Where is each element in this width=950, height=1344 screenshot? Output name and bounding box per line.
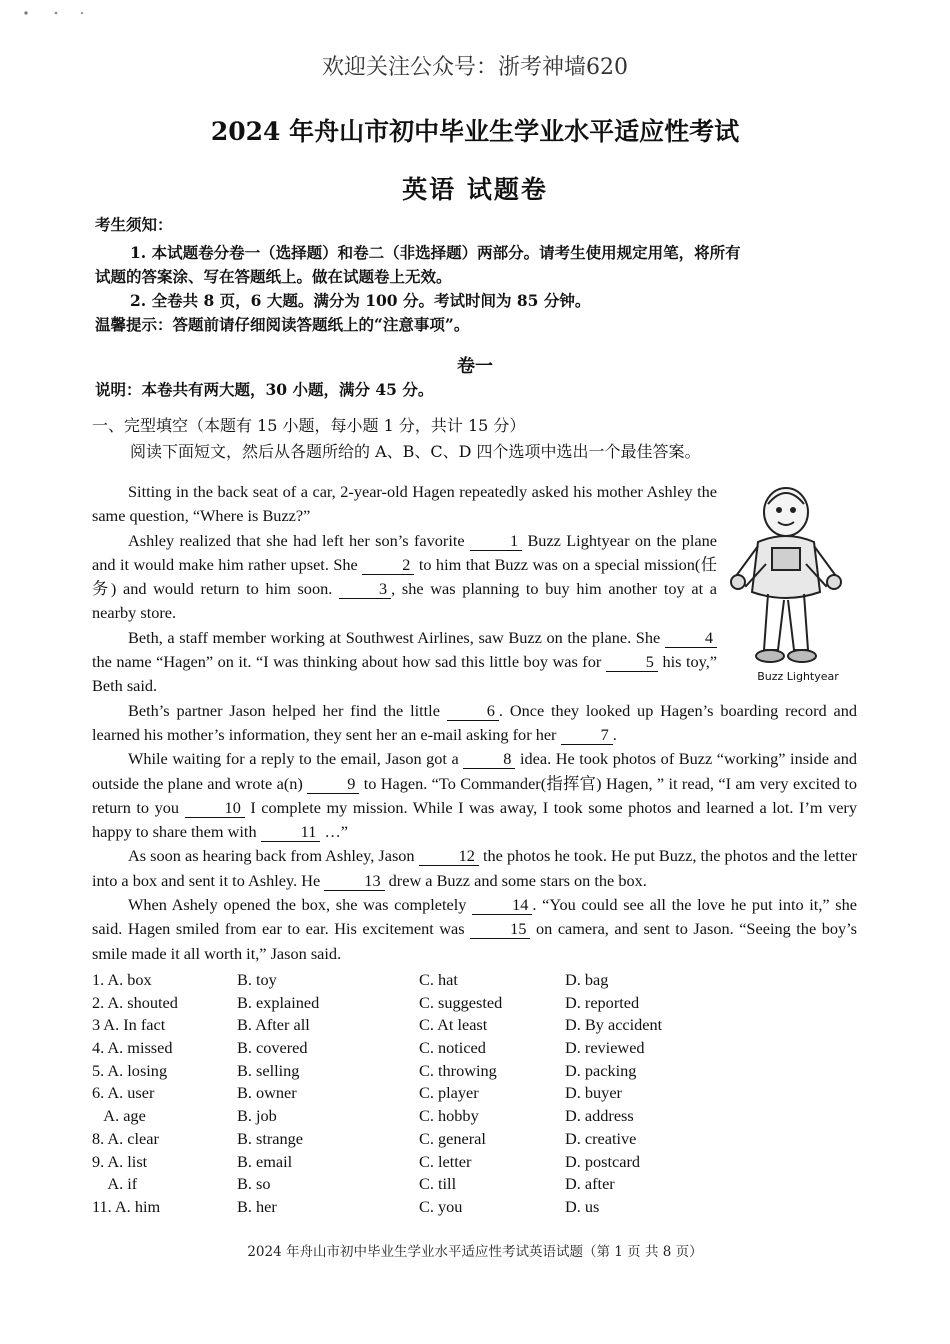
option-a: A. if [92,1174,138,1194]
option-a: 3 A. In fact [92,1015,166,1035]
option-row [92,1129,852,1152]
blank-3: 3 [339,580,391,599]
option-a: 5. A. losing [92,1060,168,1080]
option-d: D. bag [565,970,609,989]
option-a: 6. A. user [92,1083,155,1103]
blank-1: 1 [470,532,522,551]
header-note: 欢迎关注公众号：浙考神墙620 [322,55,628,80]
blank-9: 9 [307,775,359,794]
option-d: D. address [565,1106,634,1126]
option-d: D. buyer [565,1083,622,1103]
option-a: A. age [92,1106,146,1126]
option-c: C. throwing [419,1060,497,1080]
option-c: C. general [419,1128,486,1148]
option-d: D. packing [565,1060,637,1080]
option-d: D. us [565,1196,600,1216]
option-b: B. owner [237,1083,297,1103]
blank-7: 7 [561,726,613,745]
section-instruction: 阅读下面短文，然后从各题所给的 A、B、C、D 四个选项中选出一个最佳答案。 [130,442,701,461]
option-c: C. letter [419,1151,472,1171]
option-a: 2. A. shouted [92,992,178,1012]
option-c: C. till [419,1174,457,1194]
option-row [92,1106,852,1129]
exam-subtitle: 英语 试题卷 [402,175,548,204]
option-b: B. After all [237,1015,310,1035]
notice-tip: 温馨提示：答题前请仔细阅读答题纸上的“注意事项”。 [95,315,470,334]
option-b: B. toy [237,970,277,989]
option-row [92,1174,852,1197]
option-row [92,1038,852,1061]
cloze-passage [92,480,857,966]
option-d: D. postcard [565,1151,641,1171]
volume-title: 卷一 [457,356,493,377]
option-a: 11. A. him [92,1196,161,1216]
illustration-caption: Buzz Lightyear [757,670,839,683]
option-row [92,993,852,1016]
blank-11: 11 [261,823,321,842]
section-title: 一、完型填空（本题有 15 小题，每小题 1 分，共计 15 分） [92,416,526,435]
blank-13: 13 [324,872,384,891]
passage-paragraph: When Ashely opened the box, she was completely 14 . “You could see all the love he put into it,” she said. Hagen smiled from ear to ear. His excitement was 15 on camera, and sent to Jason. “Seeing the boy’s smile made it all worth it,” Jason said. [92,895,857,963]
blank-12: 12 [419,847,479,866]
option-row [92,970,852,993]
option-a: 8. A. clear [92,1128,159,1148]
option-c: C. noticed [419,1038,486,1058]
blank-10: 10 [185,799,245,818]
option-d: D. By accident [565,1015,663,1035]
option-c: C. you [419,1196,463,1216]
scan-mark-icon [22,10,102,16]
option-c: C. hat [419,970,458,989]
option-row [92,1083,852,1106]
option-row [92,1197,852,1220]
option-b: B. so [237,1174,271,1194]
answer-options [92,970,852,1220]
volume-description: 说明：本卷共有两大题，30 小题，满分 45 分。 [95,380,434,399]
blank-4: 4 [665,629,717,648]
option-b: B. strange [237,1128,304,1148]
option-d: D. reviewed [565,1038,645,1058]
passage-paragraph: Ashley realized that she had left her son’s favorite 1 Buzz Lightyear on the plane and it would make him rather upset. She 2 to him that Buzz was on a special mission(任务) and would return to him soon. 3 , she was planning to buy him another toy at a nearby store. [92,530,718,623]
passage-paragraph: While waiting for a reply to the email, Jason got a 8 idea. He took photos of Buzz “working” inside and outside the plane and wrote a(n) 9 to Hagen. “To Commander(指挥官) Hagen, ” it read, “I am very excited to return to you 10 I complete my mission. While I was away, I took some photos and learned a lot. I’m very happy to share them with 11 …” [92,749,857,842]
option-b: B. covered [237,1038,308,1058]
option-c: C. At least [419,1015,488,1035]
blank-15: 15 [470,920,530,939]
option-a: 1. A. box [92,970,152,989]
page-footer: 2024 年舟山市初中毕业生学业水平适应性考试英语试题（第 1 页 共 8 页） [247,1244,703,1260]
blank-2: 2 [362,556,414,575]
option-d: D. creative [565,1128,637,1148]
blank-14: 14 [472,896,532,915]
option-row [92,1061,852,1084]
option-d: D. reported [565,992,640,1012]
exam-title: 2024 年舟山市初中毕业生学业水平适应性考试 [210,117,740,146]
option-a: 9. A. list [92,1151,148,1171]
option-d: D. after [565,1174,615,1194]
option-row [92,1152,852,1175]
option-b: B. her [237,1196,277,1216]
option-b: B. email [237,1151,293,1171]
blank-6: 6 [447,702,499,721]
option-c: C. player [419,1083,479,1103]
passage-paragraph: Beth, a staff member working at Southwest Airlines, saw Buzz on the plane. She 4 the name “Hagen” on it. “I was thinking about how sad this little boy was for 5 his toy,” Beth said. [92,627,717,696]
option-b: B. job [237,1106,277,1126]
passage-paragraph: As soon as hearing back from Ashley, Jason 12 the photos he took. He put Buzz, the photos and the letter into a box and sent it to Ashley. He 13 drew a Buzz and some stars on the box. [92,846,857,890]
blank-5: 5 [606,653,658,672]
passage-paragraph: Sitting in the back seat of a car, 2-year-old Hagen repeatedly asked his mother Ashley the same question, “Where is Buzz?” [92,482,717,526]
blank-8: 8 [463,750,515,769]
option-c: C. hobby [419,1106,479,1126]
passage-paragraph: Beth’s partner Jason helped her find the little 6 . Once they looked up Hagen’s boarding record and learned his mother’s information, they sent her an e-mail asking for her 7 . [92,700,858,744]
notice-item-1-line-2: 试题的答案涂、写在答题纸上。做在试题卷上无效。 [95,267,452,286]
option-a: 4. A. missed [92,1038,173,1058]
notice-item-1-line-1: 1. 本试题卷分卷一（选择题）和卷二（非选择题）两部分。请考生使用规定用笔，将所有 [130,243,741,262]
option-b: B. selling [237,1060,300,1080]
option-c: C. suggested [419,992,503,1012]
option-row [92,1015,852,1038]
notice-item-2: 2. 全卷共 8 页，6 大题。满分为 100 分。考试时间为 85 分钟。 [130,291,591,310]
option-b: B. explained [237,992,320,1012]
notice-heading: 考生须知： [95,215,173,234]
